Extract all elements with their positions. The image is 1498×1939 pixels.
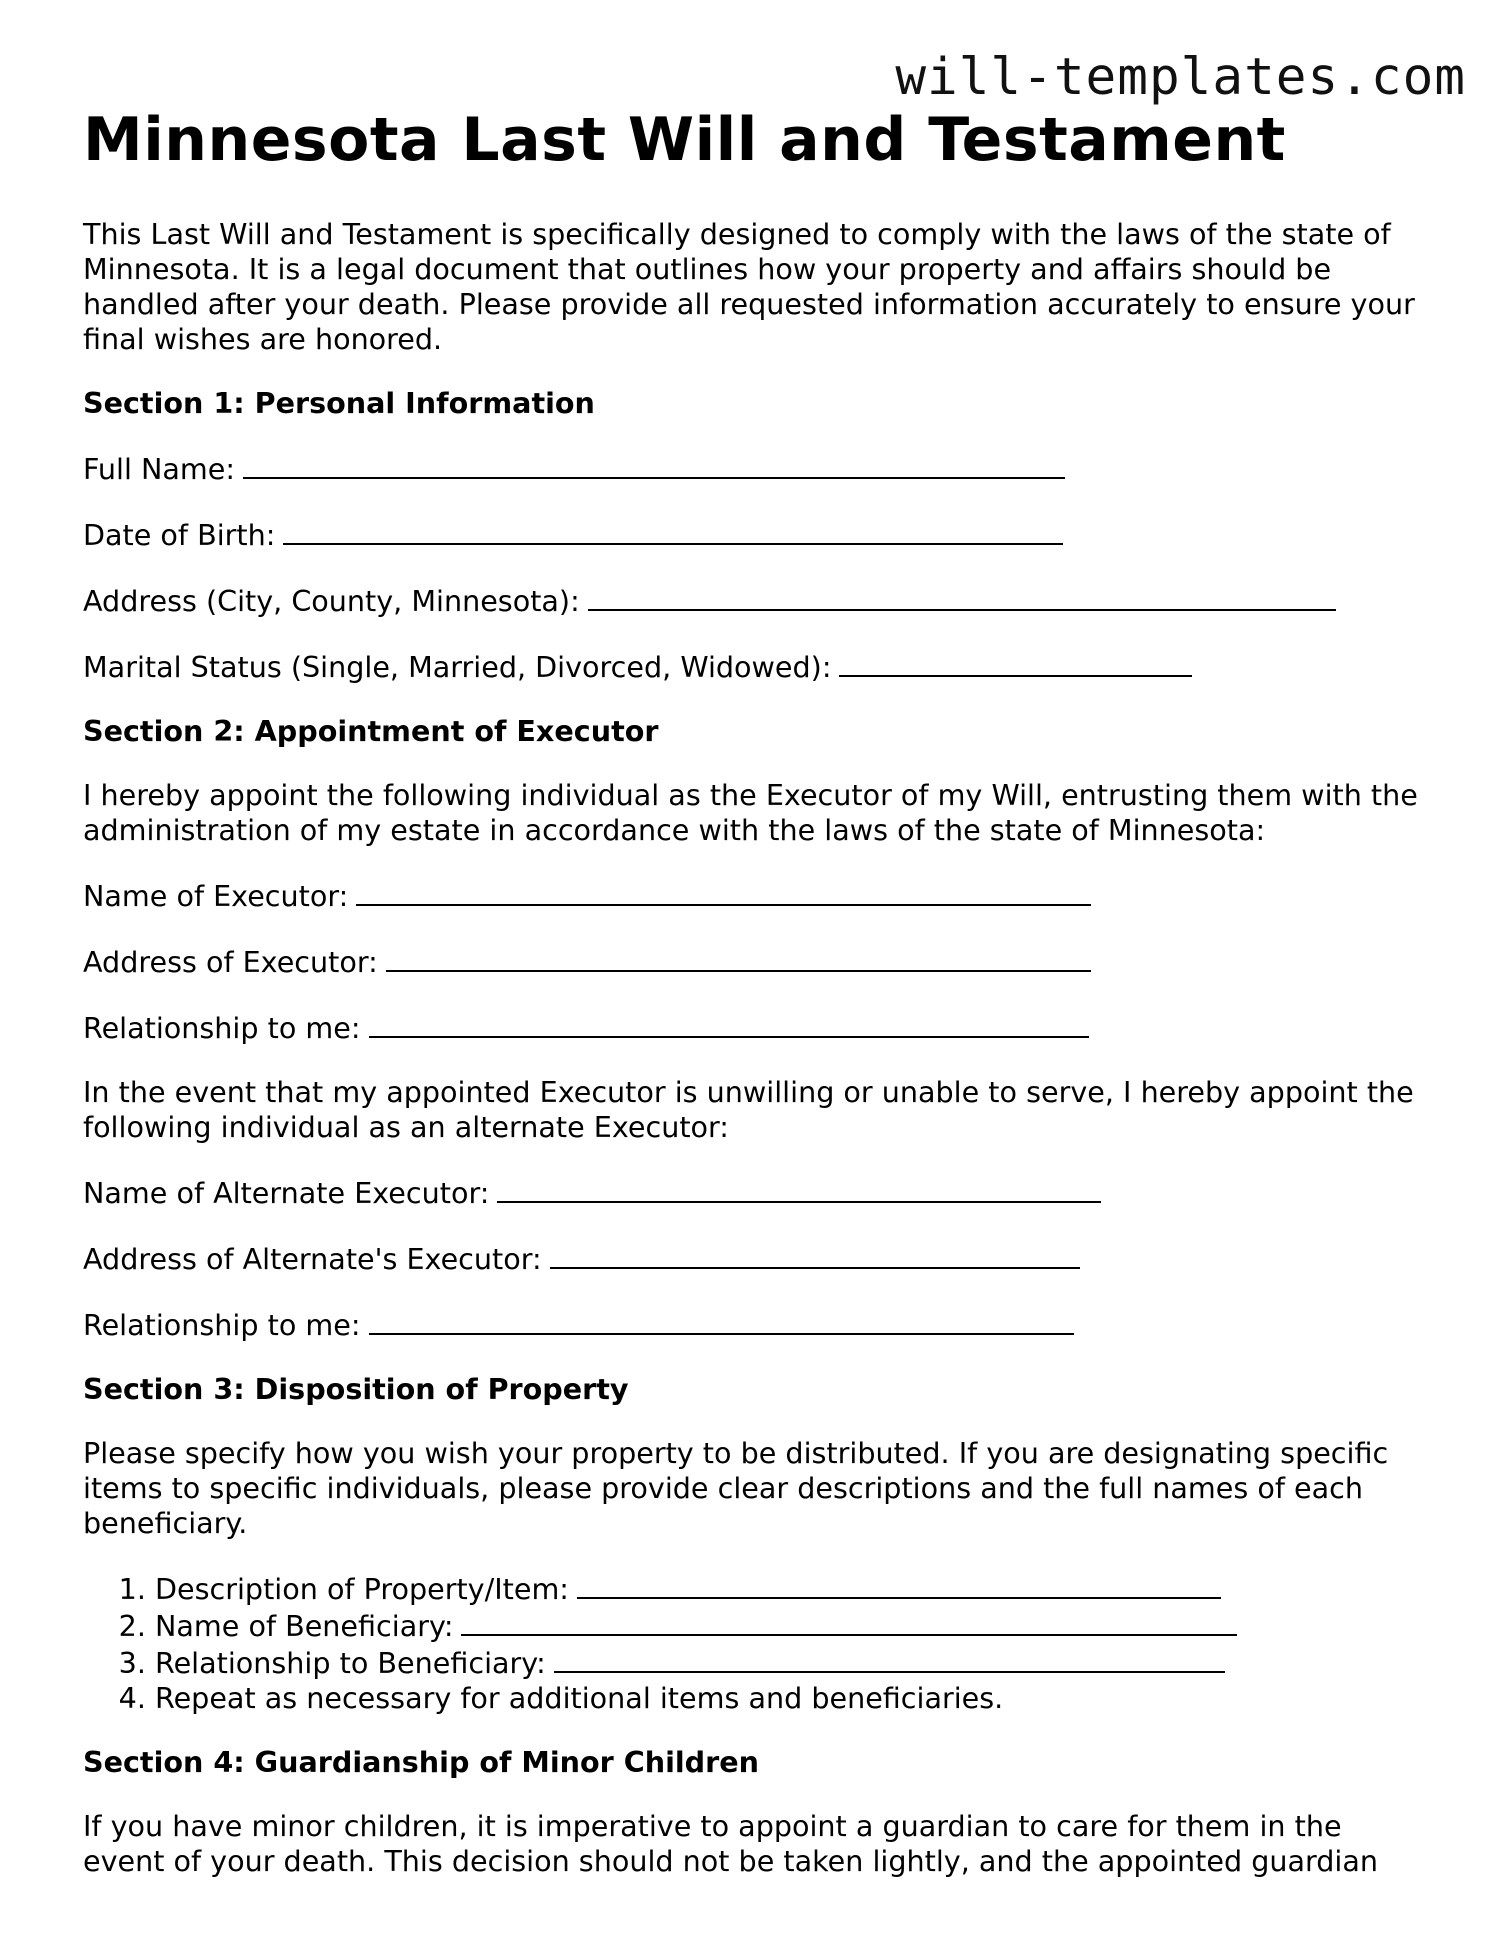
- list-item: [155, 1607, 1428, 1644]
- marital-status-label: Marital Status (Single, Married, Divorced, Widowed):: [83, 650, 832, 684]
- full-name-label: Full Name:: [83, 452, 235, 486]
- executor-relationship-blank[interactable]: [369, 1009, 1089, 1038]
- executor-name-field: [83, 877, 1428, 914]
- address-label: Address (City, County, Minnesota):: [83, 584, 580, 618]
- beneficiary-name-label: Name of Beneficiary:: [155, 1609, 454, 1643]
- executor-relationship-field: [83, 1009, 1428, 1046]
- section-3-heading: Section 3: Disposition of Property: [83, 1372, 629, 1406]
- date-of-birth-field: [83, 516, 1428, 553]
- section-1-heading: Section 1: Personal Information: [83, 386, 595, 420]
- property-paragraph: Please specify how you wish your property to be distributed. If you are designating specific items to specific individuals, please provide clear descriptions and the full names of each beneficiary.: [83, 1436, 1389, 1540]
- section-2-heading: Section 2: Appointment of Executor: [83, 714, 659, 748]
- document-page: [83, 103, 1428, 1908]
- guardianship-paragraph: If you have minor children, it is imperative to appoint a guardian to care for them in the event of your death. This decision should not be taken lightly, and the appointed guardian: [83, 1809, 1378, 1878]
- alternate-executor-paragraph: In the event that my appointed Executor is unwilling or unable to serve, I hereby appoint the following individual as an alternate Executor:: [83, 1075, 1414, 1144]
- property-list: [83, 1570, 1428, 1716]
- executor-name-blank[interactable]: [356, 877, 1091, 906]
- executor-relationship-label: Relationship to me:: [83, 1011, 361, 1045]
- date-of-birth-blank[interactable]: [283, 516, 1063, 545]
- property-description-label: Description of Property/Item:: [155, 1572, 569, 1606]
- list-item: [155, 1644, 1428, 1681]
- full-name-blank[interactable]: [243, 450, 1065, 479]
- marital-status-blank[interactable]: [839, 648, 1192, 677]
- beneficiary-relationship-label: Relationship to Beneficiary:: [155, 1646, 546, 1680]
- beneficiary-name-blank[interactable]: [461, 1607, 1237, 1636]
- executor-address-field: [83, 943, 1428, 980]
- address-field: [83, 582, 1428, 619]
- section-4-heading: Section 4: Guardianship of Minor Children: [83, 1745, 760, 1779]
- executor-paragraph: I hereby appoint the following individual as the Executor of my Will, entrusting them with the administration of my estate in accordance with the laws of the state of Minnesota:: [83, 778, 1418, 847]
- list-item: [155, 1681, 1428, 1716]
- document-title: Minnesota Last Will and Testament: [83, 105, 1286, 175]
- alternate-executor-relationship-field: [83, 1306, 1428, 1343]
- full-name-field: [83, 450, 1428, 487]
- alternate-executor-relationship-label: Relationship to me:: [83, 1308, 361, 1342]
- date-of-birth-label: Date of Birth:: [83, 518, 276, 552]
- alternate-executor-address-label: Address of Alternate's Executor:: [83, 1242, 542, 1276]
- alternate-executor-name-blank[interactable]: [497, 1174, 1101, 1203]
- intro-paragraph: This Last Will and Testament is specifically designed to comply with the laws of the state of Minnesota. It is a legal document that outlines how your property and affairs should be handled after your death. Please provide all requested information accurately to ensure your final wishes are honored.: [83, 217, 1415, 356]
- executor-address-label: Address of Executor:: [83, 945, 378, 979]
- executor-name-label: Name of Executor:: [83, 879, 349, 913]
- site-watermark: will-templates.com: [895, 48, 1466, 107]
- address-blank[interactable]: [588, 582, 1336, 611]
- marital-status-field: [83, 648, 1428, 685]
- executor-address-blank[interactable]: [386, 943, 1091, 972]
- repeat-instruction: Repeat as necessary for additional items and beneficiaries.: [155, 1681, 1004, 1715]
- alternate-executor-relationship-blank[interactable]: [369, 1306, 1074, 1335]
- alternate-executor-name-field: [83, 1174, 1428, 1211]
- alternate-executor-address-field: [83, 1240, 1428, 1277]
- alternate-executor-name-label: Name of Alternate Executor:: [83, 1176, 490, 1210]
- beneficiary-relationship-blank[interactable]: [554, 1644, 1225, 1673]
- property-description-blank[interactable]: [577, 1570, 1221, 1599]
- list-item: [155, 1570, 1428, 1607]
- alternate-executor-address-blank[interactable]: [550, 1240, 1080, 1269]
